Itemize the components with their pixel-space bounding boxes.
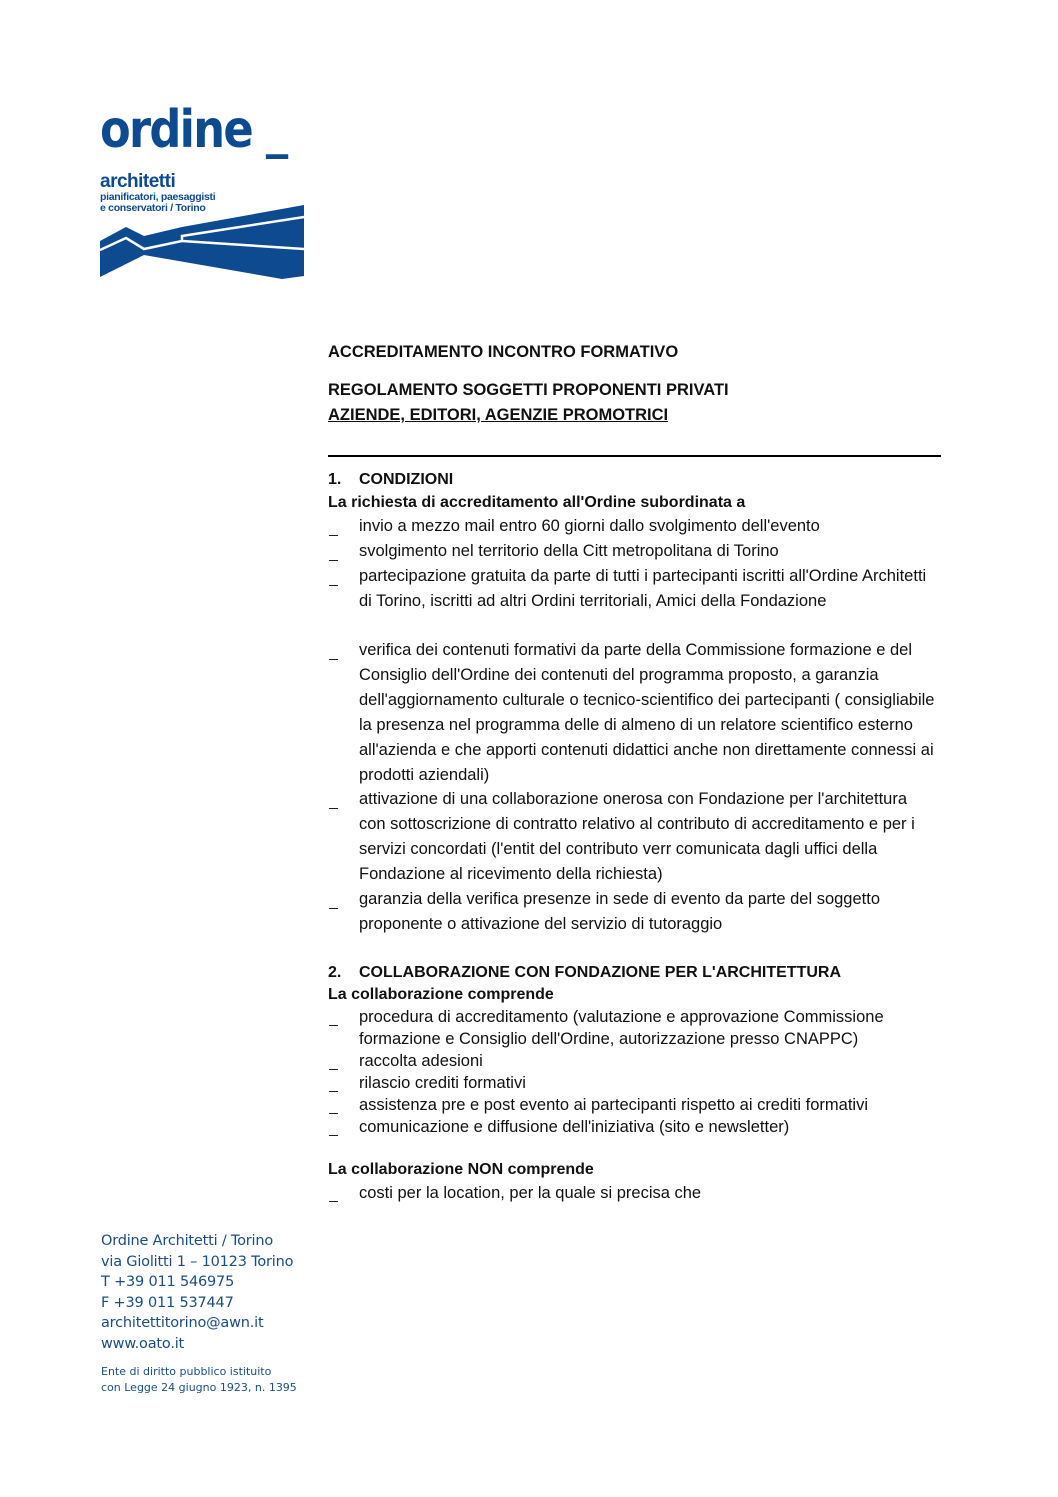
dash-bullet-icon [328, 564, 338, 589]
footer-legal-note-line-1: Ente di diritto pubblico istituito [101, 1365, 272, 1378]
document-subtitle-underlined: AZIENDE, EDITORI, AGENZIE PROMOTRICI [328, 406, 669, 424]
dash-bullet-icon [328, 1182, 338, 1207]
list-item: costi per la location, per la quale si precisa che [328, 1182, 948, 1204]
section-2-heading [328, 964, 841, 982]
list-item: comunicazione e diffusione dell'iniziativa (sito e newsletter) [328, 1116, 948, 1138]
dash-bullet-icon [328, 514, 338, 539]
logo-wordmark: ordine _ [100, 100, 287, 160]
dash-bullet-icon [328, 787, 338, 812]
dash-bullet-icon [328, 1006, 338, 1031]
list-item: procedura di accreditamento (valutazione e approvazione Commissione formazione e Consiglio dell'Ordine, autorizzazione presso CNAPPC) [328, 1006, 948, 1050]
footer-email[interactable]: architettitorino@awn.it [101, 1315, 264, 1331]
logo-mountain-icon [100, 203, 306, 279]
logo-tagline-2: e conservatori / Torino [100, 202, 206, 214]
ordine-logo [100, 100, 310, 160]
footer-org-name: Ordine Architetti / Torino [101, 1233, 274, 1249]
list-item: assistenza pre e post evento ai partecipanti rispetto ai crediti formativi [328, 1094, 948, 1116]
section-number: 1. [328, 471, 342, 488]
dash-bullet-icon [328, 539, 338, 564]
footer-fax: F +39 011 537447 [101, 1294, 234, 1311]
document-title: ACCREDITAMENTO INCONTRO FORMATIVO [328, 343, 679, 361]
list-item: invio a mezzo mail entro 60 giorni dallo svolgimento dell'evento [328, 514, 948, 539]
section-title: CONDIZIONI [359, 471, 454, 488]
footer-address: via Giolitti 1 – 10123 Torino [101, 1253, 294, 1270]
horizontal-rule [328, 455, 941, 457]
section-2-lead: La collaborazione comprende [328, 986, 554, 1003]
footer-phone: T +39 011 546975 [101, 1274, 235, 1290]
section-title: COLLABORAZIONE CON FONDAZIONE PER L'ARCHITETTURA [359, 964, 842, 981]
dash-bullet-icon [328, 1116, 338, 1141]
document-subtitle: REGOLAMENTO SOGGETTI PROPONENTI PRIVATI [328, 381, 729, 399]
logo-tagline-1: pianificatori, paesaggisti [100, 191, 216, 203]
section-1-heading [328, 471, 453, 489]
footer-website[interactable]: www.oato.it [101, 1335, 185, 1352]
footer-legal-note [101, 1364, 297, 1396]
list-item: partecipazione gratuita da parte di tutti i partecipanti iscritti all'Ordine Architetti di Torino, iscritti ad altri Ordini territoriali, Amici della Fondazione [328, 564, 948, 614]
list-item: garanzia della verifica presenze in sede di evento da parte del soggetto proponente o attivazione del servizio di tutoraggio [328, 887, 948, 937]
footer-contact [101, 1231, 297, 1396]
list-item: raccolta adesioni [328, 1050, 948, 1072]
footer-legal-note-line-2: con Legge 24 giugno 1923, n. 1395 [101, 1381, 297, 1394]
section-number: 2. [328, 964, 342, 981]
logo-subtitle: architetti [100, 171, 176, 192]
section-2-lead-not-included: La collaborazione NON comprende [328, 1161, 594, 1178]
list-item: attivazione di una collaborazione onerosa con Fondazione per l'architettura con sottoscrizione di contratto relativo al contributo di accreditamento e per i servizi concordati (l'entit del contributo verr comunicata dagli uffici della Fondazione al ricevimento della richiesta) [328, 787, 948, 887]
list-item: verifica dei contenuti formativi da parte della Commissione formazione e del Consiglio dell'Ordine dei contenuti del programma proposto, a garanzia dell'aggiornamento culturale o tecnico-scientifico dei partecipanti ( consigliabile la presenza nel programma delle di almeno di un relatore scientifico esterno all'azienda e che apporti contenuti didattici anche non direttamente connessi ai prodotti aziendali) [328, 638, 948, 788]
dash-bullet-icon [328, 638, 338, 663]
list-item: rilascio crediti formativi [328, 1072, 948, 1094]
dash-bullet-icon [328, 887, 338, 912]
list-item: svolgimento nel territorio della Citt metropolitana di Torino [328, 539, 948, 564]
section-1-lead: La richiesta di accreditamento all'Ordine subordinata a [328, 494, 746, 511]
